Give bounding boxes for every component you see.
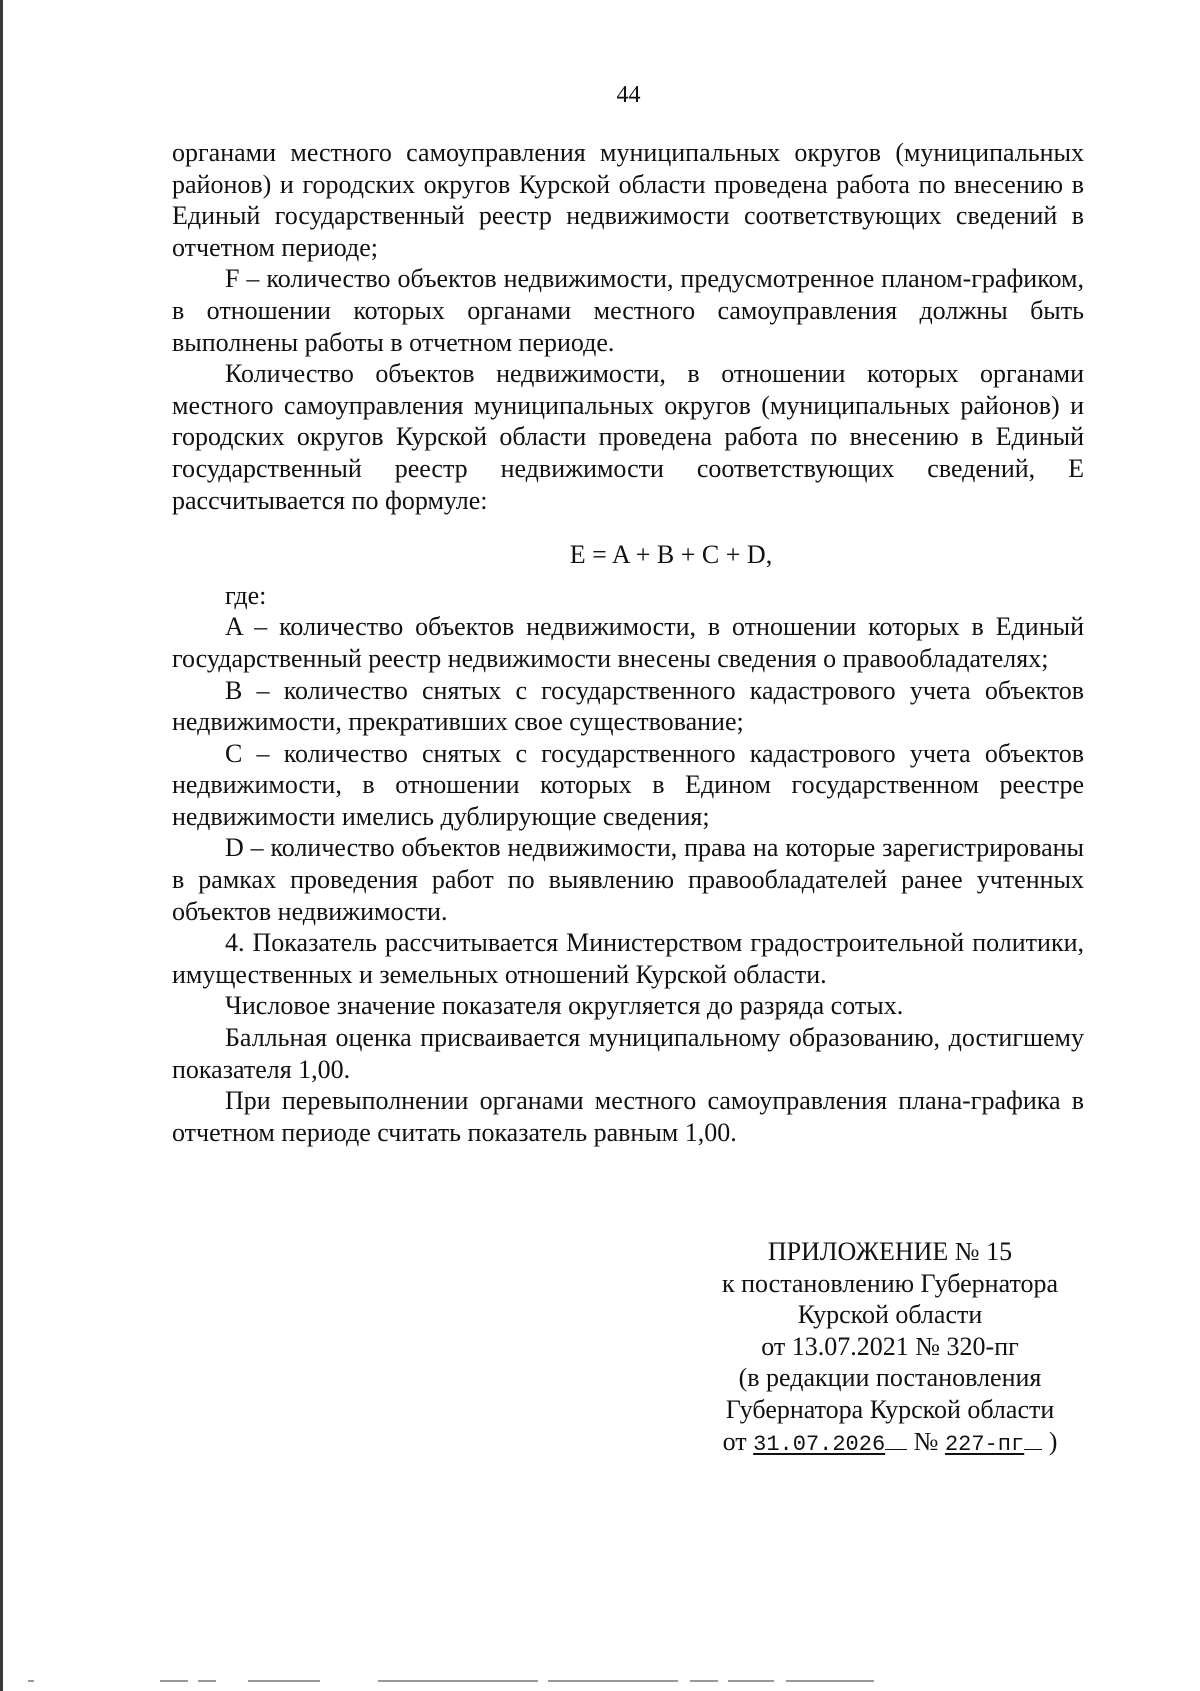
paragraph-rounding: Числовое значение показателя округляется до разряда сотых. bbox=[225, 991, 904, 1021]
appendix-line: Курской области bbox=[797, 1300, 983, 1330]
amendment-number: 227-пг bbox=[944, 1431, 1025, 1457]
scan-noise bbox=[0, 1680, 1200, 1684]
appendix-line: от 13.07.2021 № 320-пг bbox=[761, 1331, 1019, 1361]
scan-edge bbox=[0, 0, 3, 1691]
appendix-line: Губернатора Курской области bbox=[725, 1394, 1055, 1424]
appendix-line: к постановлению Губернатора bbox=[721, 1268, 1059, 1298]
paragraph-overfulfilment: При перевыполнении органами местного самоуправления плана-графика в отчетном периоде считать показатель равным 1,00. bbox=[172, 1086, 1084, 1147]
paragraph-definition-a: A – количество объектов недвижимости, в отношении которых в Единый государственный реестр недвижимости внесены сведения о правообладателях; bbox=[172, 612, 1084, 673]
appendix-amendment-line bbox=[665, 1426, 1115, 1461]
paragraph-definition-f: F – количество объектов недвижимости, предусмотренное планом-графиком, в отношении которых органами местного самоуправления должны быть выполнены работы в отчетном периоде. bbox=[172, 264, 1084, 357]
page-number: 44 bbox=[616, 82, 641, 108]
number-sign: № bbox=[913, 1426, 939, 1456]
closing-paren: ) bbox=[1048, 1426, 1058, 1456]
underline-gap bbox=[885, 1427, 907, 1450]
paragraph-definition-c: C – количество снятых с государственного кадастрового учета объектов недвижимости, в отношении которых в Едином государственном реестре недвижимости имелись дублирующие сведения; bbox=[172, 738, 1084, 831]
paragraph-score: Балльная оценка присваивается муниципальному образованию, достигшему показателя 1,00. bbox=[172, 1023, 1084, 1084]
formula: E = A + B + C + D, bbox=[569, 540, 773, 570]
paragraph-formula-intro: Количество объектов недвижимости, в отношении которых органами местного самоуправления муниципальных округов (муниципальных районов) и городских округов Курской области проведена работа по внесению в Единый государственный реестр недвижимости соответствующих сведений, E рассчитывается по формуле: bbox=[172, 359, 1084, 515]
paragraph-definition-d: D – количество объектов недвижимости, права на которые зарегистрированы в рамках проведения работ по выявлению правообладателей ранее учтенных объектов недвижимости. bbox=[172, 833, 1084, 926]
paragraph-where: где: bbox=[225, 580, 267, 610]
amendment-prefix: от bbox=[722, 1426, 747, 1456]
paragraph-definition-b: B – количество снятых с государственного кадастрового учета объектов недвижимости, прекративших свое существование; bbox=[172, 675, 1084, 737]
amendment-date: 31.07.2026 bbox=[753, 1431, 886, 1457]
body-text bbox=[172, 137, 1084, 1148]
paragraph-continuation: органами местного самоуправления муниципальных округов (муниципальных районов) и городских округов Курской области проведена работа по внесению в Единый государственный реестр недвижимости соответствующих сведений в отчетном периоде; bbox=[172, 138, 1084, 262]
appendix-line: (в редакции постановления bbox=[738, 1363, 1042, 1393]
paragraph-item-4: 4. Показатель рассчитывается Министерством градостроительной политики, имущественных и земельных отношений Курской области. bbox=[172, 928, 1084, 989]
appendix-block bbox=[665, 1236, 1115, 1460]
appendix-title: ПРИЛОЖЕНИЕ № 15 bbox=[767, 1237, 1013, 1266]
underline-gap bbox=[1024, 1427, 1042, 1450]
